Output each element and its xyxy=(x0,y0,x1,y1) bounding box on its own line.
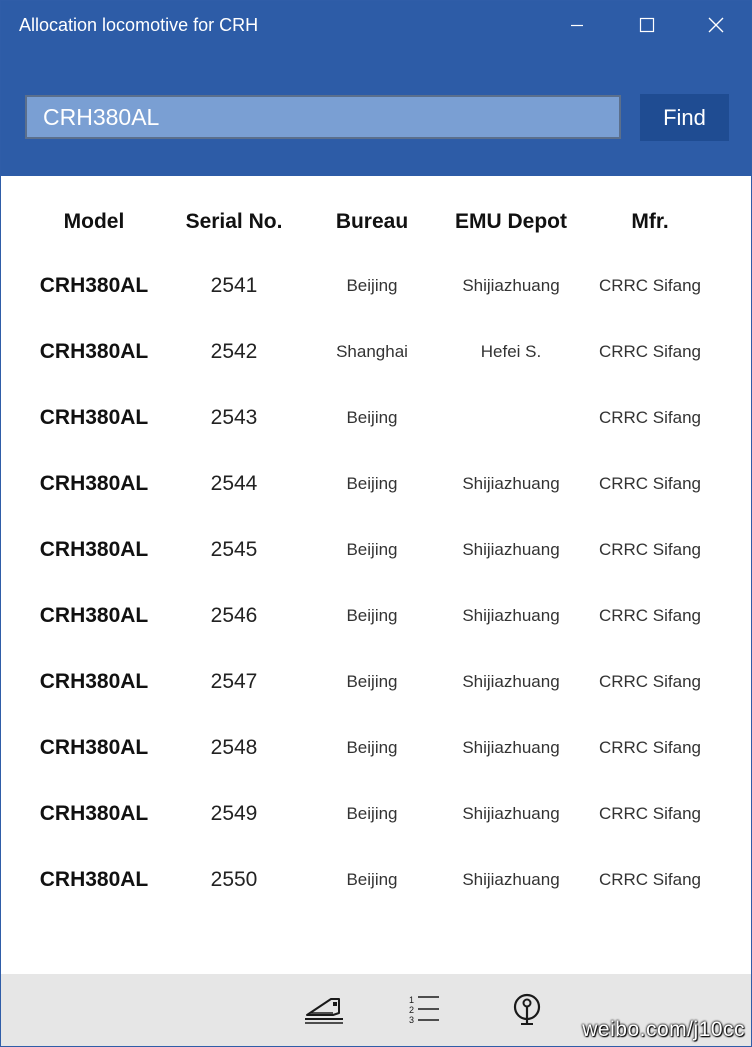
cell-mfr: CRRC Sifang xyxy=(598,606,702,625)
cell-model: CRH380AL xyxy=(39,472,149,495)
table-row xyxy=(1,847,751,913)
cell-bureau: Beijing xyxy=(346,738,398,757)
cell-mfr: CRRC Sifang xyxy=(598,540,702,559)
cell-bureau: Beijing xyxy=(346,276,398,295)
cell-bureau: Beijing xyxy=(346,672,398,691)
cell-model: CRH380AL xyxy=(39,802,149,825)
minimize-icon xyxy=(570,18,584,32)
cell-serial: 2542 xyxy=(210,340,258,363)
window-title: Allocation locomotive for CRH xyxy=(19,15,259,35)
cell-model: CRH380AL xyxy=(39,406,149,429)
svg-text:1: 1 xyxy=(409,995,415,1005)
maximize-icon xyxy=(639,17,655,33)
cell-depot: Shijiazhuang xyxy=(462,276,560,295)
cell-bureau: Beijing xyxy=(346,804,398,823)
search-input[interactable] xyxy=(25,95,621,139)
column-header-model: Model xyxy=(63,210,125,233)
table-row xyxy=(1,319,751,385)
table-row xyxy=(1,253,751,319)
cell-model: CRH380AL xyxy=(39,274,149,297)
numbered-list-icon xyxy=(407,993,441,1027)
cell-bureau: Beijing xyxy=(346,870,398,889)
train-icon xyxy=(303,993,345,1027)
nav-list-button[interactable] xyxy=(401,988,447,1032)
cell-depot: Shijiazhuang xyxy=(462,804,560,823)
cell-bureau: Beijing xyxy=(346,606,398,625)
cell-serial: 2543 xyxy=(210,406,258,429)
cell-serial: 2541 xyxy=(210,274,258,297)
close-icon xyxy=(708,17,724,33)
cell-model: CRH380AL xyxy=(39,736,149,759)
cell-depot: Shijiazhuang xyxy=(462,474,560,493)
cell-mfr: CRRC Sifang xyxy=(598,804,702,823)
cell-depot: Shijiazhuang xyxy=(462,672,560,691)
cell-mfr: CRRC Sifang xyxy=(598,408,702,427)
cell-model: CRH380AL xyxy=(39,538,149,561)
cell-mfr: CRRC Sifang xyxy=(598,342,702,361)
column-header-depot: EMU Depot xyxy=(455,210,567,233)
table-row xyxy=(1,649,751,715)
cell-mfr: CRRC Sifang xyxy=(598,474,702,493)
cell-depot: Shijiazhuang xyxy=(462,738,560,757)
close-button[interactable] xyxy=(696,9,736,41)
svg-text:2: 2 xyxy=(409,1005,415,1015)
table-row xyxy=(1,385,751,451)
cell-model: CRH380AL xyxy=(39,340,149,363)
cell-serial: 2545 xyxy=(210,538,258,561)
column-header-bureau: Bureau xyxy=(335,210,409,233)
cell-bureau: Beijing xyxy=(346,474,398,493)
cell-bureau: Beijing xyxy=(346,408,398,427)
cell-serial: 2549 xyxy=(210,802,258,825)
column-header-mfr: Mfr. xyxy=(631,210,669,233)
cell-mfr: CRRC Sifang xyxy=(598,738,702,757)
cell-bureau: Shanghai xyxy=(336,342,408,361)
table-row xyxy=(1,781,751,847)
header-bar xyxy=(1,1,751,176)
table-row xyxy=(1,583,751,649)
cell-mfr: CRRC Sifang xyxy=(598,672,702,691)
cell-serial: 2544 xyxy=(210,472,258,495)
nav-railway-button[interactable] xyxy=(504,988,550,1032)
cell-serial: 2546 xyxy=(210,604,258,627)
watermark: weibo.com/j10cc xyxy=(582,1018,745,1041)
cell-bureau: Beijing xyxy=(346,540,398,559)
allocation-table xyxy=(1,191,751,913)
column-header-serial: Serial No. xyxy=(185,210,283,233)
table-row xyxy=(1,451,751,517)
cell-serial: 2547 xyxy=(210,670,258,693)
cell-depot: Shijiazhuang xyxy=(462,606,560,625)
maximize-button[interactable] xyxy=(627,9,667,41)
table-row xyxy=(1,715,751,781)
cell-depot xyxy=(441,385,581,451)
table-row xyxy=(1,517,751,583)
find-button[interactable]: Find xyxy=(640,94,729,141)
minimize-button[interactable] xyxy=(557,9,597,41)
cell-model: CRH380AL xyxy=(39,868,149,891)
table-header xyxy=(1,191,751,253)
cell-mfr: CRRC Sifang xyxy=(598,870,702,889)
cell-serial: 2548 xyxy=(210,736,258,759)
cell-depot: Hefei S. xyxy=(480,342,542,361)
cell-depot: Shijiazhuang xyxy=(462,870,560,889)
svg-text:3: 3 xyxy=(409,1015,415,1025)
cell-model: CRH380AL xyxy=(39,670,149,693)
cell-model: CRH380AL xyxy=(39,604,149,627)
cell-mfr: CRRC Sifang xyxy=(598,276,702,295)
cell-serial: 2550 xyxy=(210,868,258,891)
railway-logo-icon xyxy=(511,993,543,1027)
bottom-nav-bar xyxy=(1,974,751,1046)
cell-depot: Shijiazhuang xyxy=(462,540,560,559)
nav-train-button[interactable] xyxy=(301,988,347,1032)
